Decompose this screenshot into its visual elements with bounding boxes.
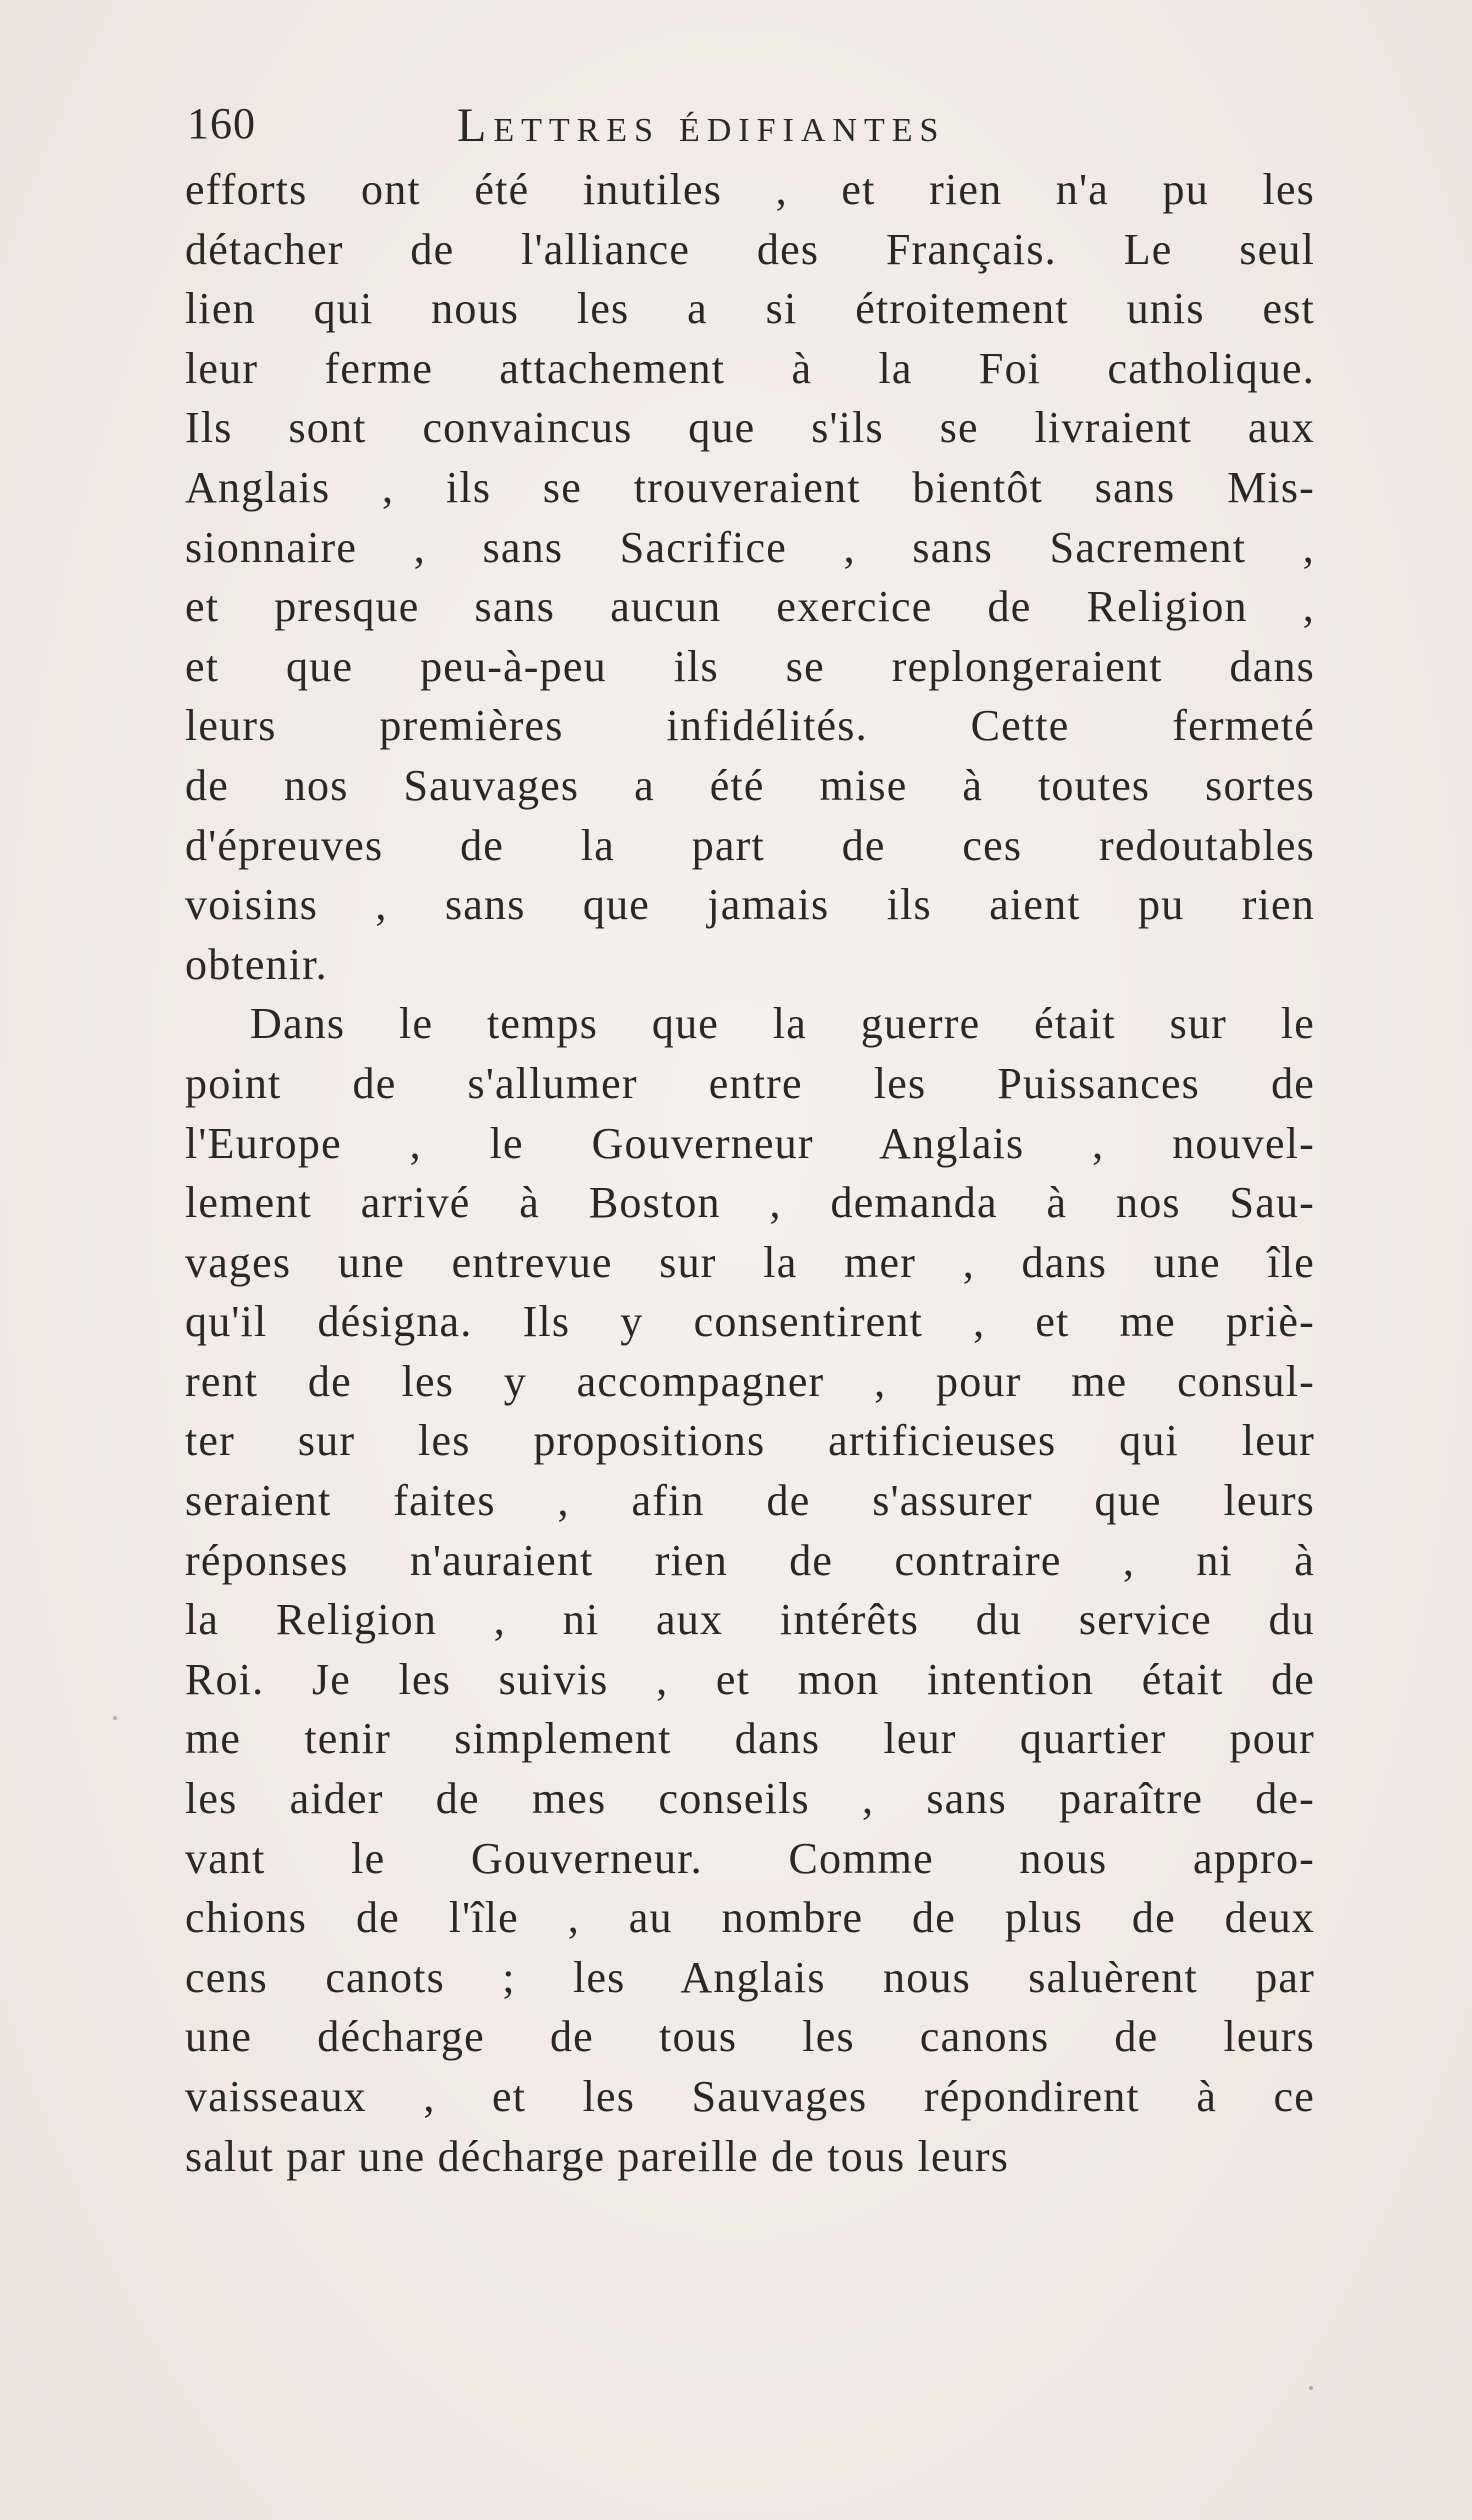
- text-line: et presque sans aucun exercice de Religion ,: [185, 582, 1315, 632]
- running-title: Lettres édifiantes: [457, 99, 946, 152]
- paragraph-first-line: Dans le temps que la guerre était sur le: [250, 999, 1315, 1049]
- text-line: et que peu-à-peu ils se replongeraient dans: [185, 641, 1315, 691]
- paper-speck: [1309, 2386, 1313, 2390]
- text-line: Ils sont convaincus que s'ils se livraient aux: [185, 403, 1315, 453]
- text-line: Anglais , ils se trouveraient bientôt sans Mis-: [185, 462, 1315, 512]
- text-line: lement arrivé à Boston , demanda à nos Sau-: [185, 1178, 1315, 1228]
- page-number: 160: [187, 99, 256, 148]
- text-line: vant le Gouverneur. Comme nous appro-: [185, 1833, 1315, 1883]
- paper-speck: [113, 1716, 117, 1720]
- text-line: efforts ont été inutiles , et rien n'a pu les: [185, 165, 1315, 214]
- text-line: les aider de mes conseils , sans paraître de-: [185, 1774, 1315, 1824]
- text-line: l'Europe , le Gouverneur Anglais , nouvel-: [185, 1118, 1315, 1168]
- text-line: rent de les y accompagner , pour me consul-: [185, 1356, 1315, 1406]
- text-line: ter sur les propositions artificieuses qui leur: [185, 1416, 1315, 1466]
- text-line: leurs premières infidélités. Cette fermeté: [185, 701, 1315, 751]
- text-line: une décharge de tous les canons de leurs: [185, 2012, 1315, 2062]
- text-line: voisins , sans que jamais ils aient pu rien: [185, 880, 1315, 930]
- text-line: chions de l'île , au nombre de plus de deux: [185, 1893, 1315, 1943]
- text-line: détacher de l'alliance des Français. Le seul: [185, 224, 1315, 274]
- text-line: salut par une décharge pareille de tous leurs: [185, 2131, 1010, 2181]
- body-text: [185, 160, 1315, 2186]
- text-line: réponses n'auraient rien de contraire , ni à: [185, 1535, 1315, 1585]
- text-line: sionnaire , sans Sacrifice , sans Sacrement ,: [185, 522, 1315, 572]
- text-line: d'épreuves de la part de ces redoutables: [185, 820, 1315, 870]
- text-line: point de s'allumer entre les Puissances de: [185, 1058, 1315, 1108]
- text-line: la Religion , ni aux intérêts du service du: [185, 1595, 1315, 1645]
- running-head: [187, 98, 1337, 158]
- text-line: cens canots ; les Anglais nous saluèrent par: [185, 1952, 1315, 2002]
- text-line: Roi. Je les suivis , et mon intention était de: [185, 1654, 1315, 1704]
- text-line: vages une entrevue sur la mer , dans une île: [185, 1237, 1315, 1287]
- text-line: leur ferme attachement à la Foi catholique.: [185, 343, 1315, 393]
- text-line: vaisseaux , et les Sauvages répondirent à ce: [185, 2072, 1315, 2121]
- text-line: lien qui nous les a si étroitement unis est: [185, 284, 1315, 334]
- text-line: de nos Sauvages a été mise à toutes sortes: [185, 760, 1315, 810]
- text-line: seraient faites , afin de s'assurer que leurs: [185, 1476, 1315, 1526]
- text-line: me tenir simplement dans leur quartier pour: [185, 1714, 1315, 1764]
- text-line: qu'il désigna. Ils y consentirent , et me priè-: [185, 1297, 1315, 1347]
- text-line: obtenir.: [185, 939, 328, 989]
